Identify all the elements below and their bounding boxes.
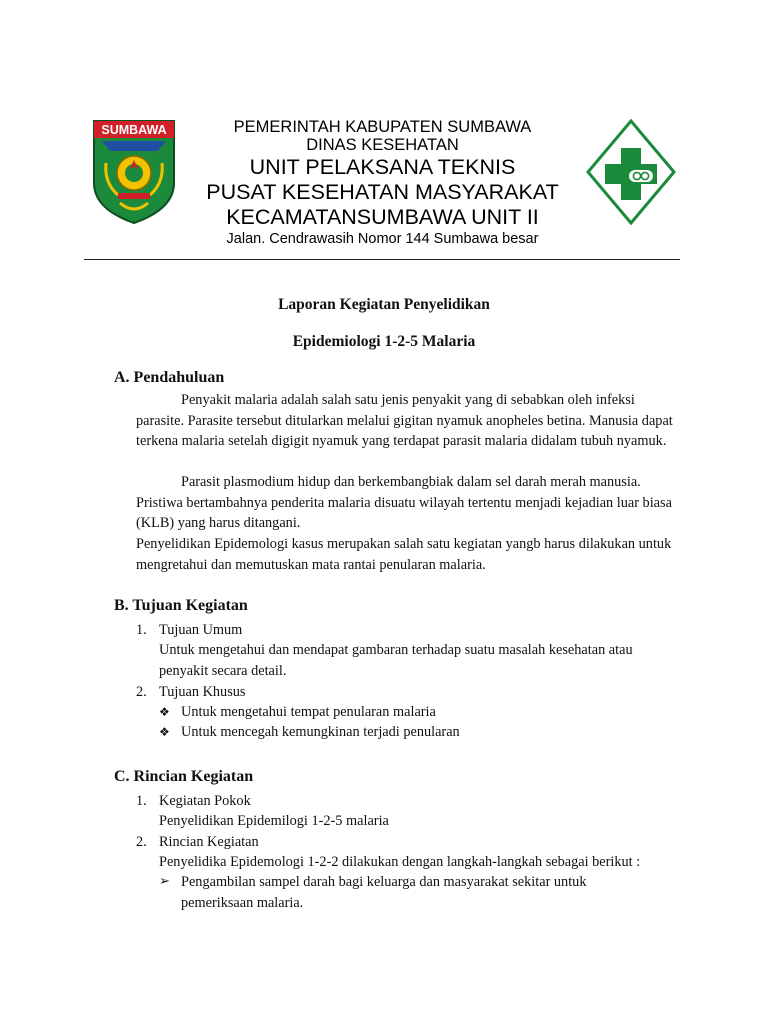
unit-name: UNIT PELAKSANA TEKNIS [249, 155, 516, 179]
list-number: 2. [136, 834, 147, 850]
report-title-line1: Laporan Kegiatan Penyelidikan [278, 296, 490, 313]
arrow-bullet-text: Pengambilan sampel darah bagi keluarga dan masyarakat sekitar untuk pemeriksaan malaria. [181, 874, 587, 911]
letterhead-text [180, 118, 585, 248]
section-a-paragraph-2: Parasit plasmodium hidup dan berkembangbiak dalam sel darah merah manusia. Pristiwa bertambahnya penderita malaria disuatu wilayah tertentu menjadi kejadian luar biasa (KLB) yang harus ditangani. [136, 474, 672, 532]
list-item-detail: Penyelidikan Epidemilogi 1-2-5 malaria [159, 813, 389, 829]
list-label: Kegiatan Pokok [159, 793, 251, 809]
bullet-item [159, 702, 436, 722]
list-item [136, 620, 242, 640]
facility-name: PUSAT KESEHATAN MASYARAKAT [206, 180, 559, 204]
puskesmas-logo [585, 118, 677, 226]
bullet-text: Untuk mencegah kemungkinan terjadi penularan [181, 724, 460, 740]
report-title-line2: Epidemiologi 1-2-5 Malaria [292, 333, 476, 350]
bullet-text: Untuk mengetahui tempat penularan malaria [181, 704, 436, 720]
list-number: 2. [136, 684, 147, 700]
list-item-detail: Untuk mengetahui dan mendapat gambaran terhadap suatu masalah kesehatan atau penyakit secara detail. [159, 642, 633, 679]
section-c-heading: C. Rincian Kegiatan [114, 768, 254, 785]
logo-banner-text: SUMBAWA [101, 123, 167, 137]
list-number: 1. [136, 622, 147, 638]
address: Jalan. Cendrawasih Nomor 144 Sumbawa besar [226, 231, 539, 247]
letterhead-divider [84, 259, 680, 260]
diamond-bullet-icon: ❖ [159, 725, 170, 739]
list-label: Tujuan Khusus [159, 684, 246, 700]
list-number: 1. [136, 793, 147, 809]
section-a-paragraph-1: Penyakit malaria adalah salah satu jenis penyakit yang di sebabkan oleh infeksi parasite. Parasite tersebut ditularkan melalui gigitan nyamuk anopheles betina. Manusia dapat terkena malaria setelah digigit nyamuk yang terdapat parasit malaria didalam tubuh nyamuk. [136, 392, 673, 450]
gov-name: PEMERINTAH KABUPATEN SUMBAWA [233, 118, 532, 136]
section-a-heading: A. Pendahuluan [114, 369, 225, 386]
section-a-paragraph-3: Penyelidikan Epidemologi kasus merupakan salah satu kegiatan yangb harus dilakukan untuk mengretahui dan memutuskan mata rantai penularan malaria. [136, 536, 672, 573]
arrow-bullet-icon: ➢ [159, 874, 170, 889]
agency-name: DINAS KESEHATAN [306, 136, 459, 154]
list-item-detail: Penyelidika Epidemologi 1-2-2 dilakukan dengan langkah-langkah sebagai berikut : [159, 854, 641, 870]
sumbawa-regency-logo [88, 117, 180, 225]
district-name: KECAMATANSUMBAWA UNIT II [226, 205, 539, 229]
section-b-heading: B. Tujuan Kegiatan [114, 597, 248, 614]
list-label: Tujuan Umum [159, 622, 243, 638]
list-item [136, 791, 251, 811]
bullet-item [159, 722, 460, 742]
list-label: Rincian Kegiatan [159, 834, 259, 850]
arrow-bullet-item [159, 872, 629, 913]
diamond-bullet-icon: ❖ [159, 705, 170, 719]
list-item [136, 832, 259, 852]
list-item [136, 682, 245, 702]
